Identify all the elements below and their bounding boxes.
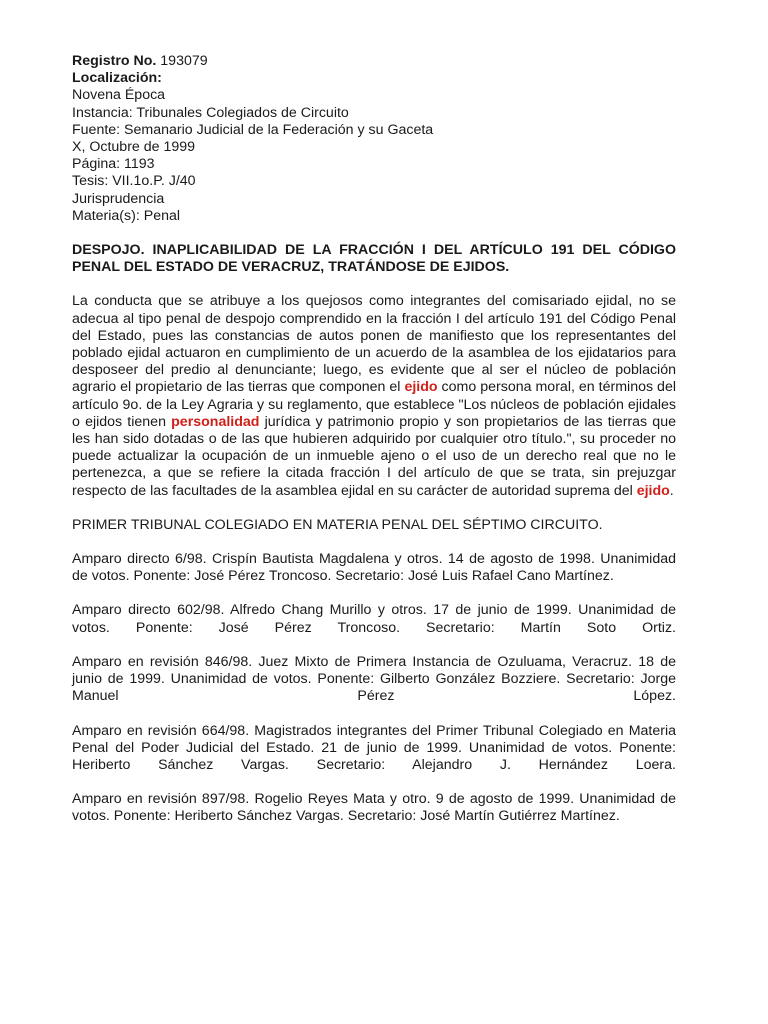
court-name: PRIMER TRIBUNAL COLEGIADO EN MATERIA PENAL DEL SÉPTIMO CIRCUITO. — [72, 516, 603, 533]
metadata-block — [72, 53, 676, 225]
tipo-line: Jurisprudencia — [72, 190, 165, 207]
highlight-personalidad: personalidad — [171, 413, 260, 430]
pagina-line: Página: 1193 — [72, 156, 155, 173]
materia-line: Materia(s): Penal — [72, 207, 181, 224]
case-entry: Amparo directo 6/98. Crispín Bautista Magdalena y otros. 14 de agosto de 1998. Unanimidad de votos. Ponente: José Pérez Troncoso. Secretario: José Luis Rafael Cano Martínez. — [72, 551, 676, 585]
epoca-line: Novena Época — [72, 87, 166, 104]
tesis-line: Tesis: VII.1o.P. J/40 — [72, 173, 196, 190]
thesis-body — [72, 293, 676, 499]
case-entry: Amparo en revisión 897/98. Rogelio Reyes Mata y otro. 9 de agosto de 1999. Unanimidad de votos. Ponente: Heriberto Sánchez Vargas. Secretario: José Martín Gutiérrez Martínez. — [72, 791, 676, 825]
case-entry: Amparo en revisión 664/98. Magistrados integrantes del Primer Tribunal Colegiado en Materia Penal del Poder Judicial del Estado. 21 de junio de 1999. Unanimidad de votos. Ponente: Heriberto Sánchez Vargas. Secretario: Alejandro J. Hernández Loera. — [72, 722, 676, 773]
body-text-3: jurídica y patrimonio propio y son propietarios de las tierras que les han sido dotadas o de las que hubieren adquirido por cualquier otro título.", su proceder no puede actualizar la ocupación de un inmueble ajeno o el uso de un derecho real que no le pertenezca, a que se refiere la citada fracción I del artículo de que se trata, sin prejuzgar respecto de las facultades de la asamblea ejidal en su carácter de autoridad suprema del — [72, 413, 676, 499]
highlight-ejido-1: ejido — [404, 379, 438, 396]
instancia-line: Instancia: Tribunales Colegiados de Circuito — [72, 104, 349, 121]
highlight-ejido-2: ejido — [636, 482, 670, 499]
registro-line — [72, 53, 676, 70]
fuente-line: Fuente: Semanario Judicial de la Federación y su Gaceta — [72, 121, 434, 138]
registro-value: 193079 — [156, 53, 208, 69]
body-text-4: . — [669, 482, 674, 499]
case-entry: Amparo en revisión 846/98. Juez Mixto de Primera Instancia de Ozuluama, Veracruz. 18 de junio de 1999. Unanimidad de votos. Ponente: Gilberto González Bozziere. Secretario: Jorge Manuel Pérez López. — [72, 653, 676, 705]
thesis-title: DESPOJO. INAPLICABILIDAD DE LA FRACCIÓN I DEL ARTÍCULO 191 DEL CÓDIGO PENAL DEL ESTADO DE VERACRUZ, TRATÁNDOSE DE EJIDOS. — [72, 242, 676, 276]
document-page — [72, 53, 676, 826]
body-text-1: La conducta que se atribuye a los quejosos como integrantes del comisariado ejidal, no se adecua al tipo penal de despojo comprendido en la fracción I del artículo 191 del Código Penal del Estado, pues las constancias de autos ponen de manifiesto que los representantes del poblado ejidal actuaron en cumplimiento de un acuerdo de la asamblea de los ejidatarios para desposeer del predio al denunciante; luego, es evidente que al ser el núcleo de población agrario el propietario de las tierras que componen el — [72, 293, 676, 396]
fecha-line: X, Octubre de 1999 — [72, 139, 196, 156]
registro-label: Registro No. — [72, 53, 157, 69]
localizacion-label: Localización: — [72, 70, 162, 87]
body-text-2: como persona moral, en términos del artículo 9o. de la Ley Agraria y su reglamento, que establece "Los núcleos de población ejidales o ejidos tienen — [72, 379, 676, 430]
case-entry: Amparo directo 602/98. Alfredo Chang Murillo y otros. 17 de junio de 1999. Unanimidad de votos. Ponente: José Pérez Troncoso. Secretario: Martín Soto Ortiz. — [72, 602, 676, 636]
